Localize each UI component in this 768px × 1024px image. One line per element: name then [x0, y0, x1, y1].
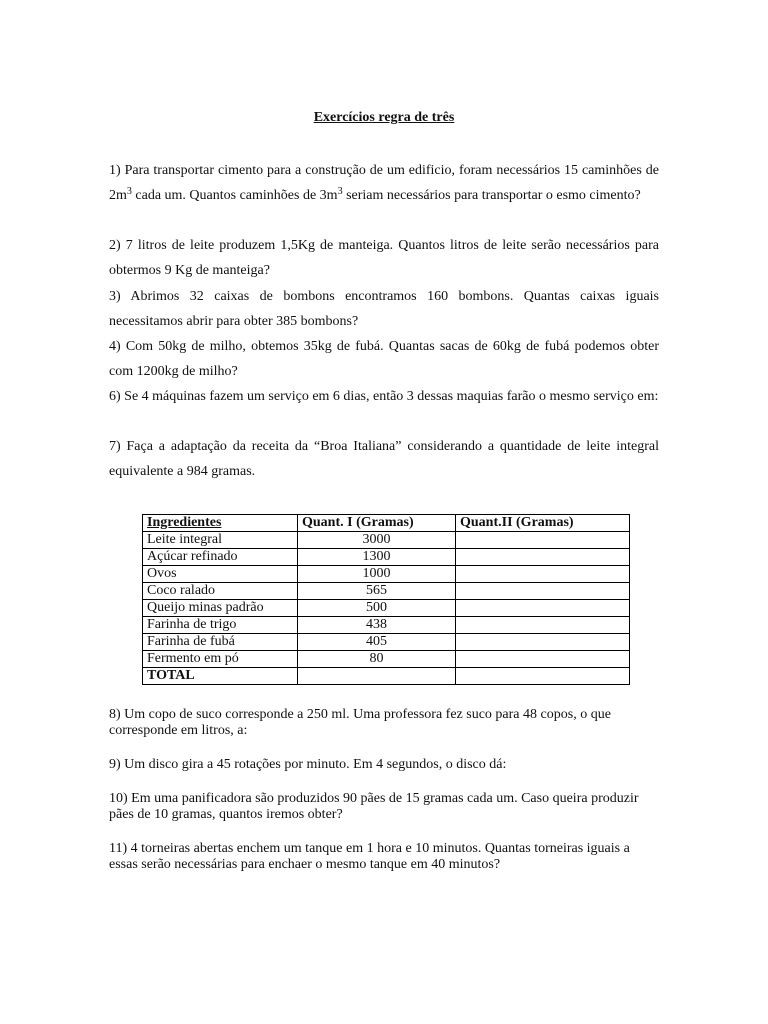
document-title: Exercícios regra de três: [313, 110, 455, 125]
question-2: 2) 7 litros de leite produzem 1,5Kg de manteiga. Quantos litros de leite serão necessários para obtermos 9 Kg de manteiga?: [109, 238, 659, 278]
table-row: [143, 600, 630, 617]
table-row: [143, 532, 630, 549]
ingredient-quant-i: 438: [298, 617, 456, 634]
question-10: 10) Em uma panificadora são produzidos 90 pães de 15 gramas cada um. Caso queira produzir pães de 10 gramas, quantos iremos obter?: [109, 791, 639, 822]
ingredient-quant-i: 405: [298, 634, 456, 651]
table-total-row: [143, 668, 630, 685]
ingredient-name: Açúcar refinado: [143, 549, 298, 566]
ingredient-quant-ii: [456, 651, 630, 668]
ingredient-quant-i: 80: [298, 651, 456, 668]
ingredient-quant-ii: [456, 634, 630, 651]
ingredient-quant-i: 500: [298, 600, 456, 617]
recipe-table: [142, 514, 630, 685]
superscript-cubic-1: 3: [126, 186, 132, 197]
ingredient-name: Queijo minas padrão: [143, 600, 298, 617]
question-3: 3) Abrimos 32 caixas de bombons encontramos 160 bombons. Quantas caixas iguais necessitamos abrir para obter 385 bombons?: [109, 289, 659, 329]
total-label: TOTAL: [143, 668, 298, 685]
question-1-text-b: cada um. Quantos caminhões de 3m: [131, 188, 338, 203]
ingredient-name: Farinha de trigo: [143, 617, 298, 634]
ingredient-name: Coco ralado: [143, 583, 298, 600]
table-row: [143, 566, 630, 583]
ingredient-quant-ii: [456, 532, 630, 549]
question-4: 4) Com 50kg de milho, obtemos 35kg de fubá. Quantas sacas de 60kg de fubá podemos obter com 1200kg de milho?: [109, 339, 659, 379]
ingredient-name: Ovos: [143, 566, 298, 583]
ingredient-quant-ii: [456, 617, 630, 634]
table-header-row: [143, 515, 630, 532]
ingredient-quant-ii: [456, 583, 630, 600]
ingredient-name: Farinha de fubá: [143, 634, 298, 651]
question-8: 8) Um copo de suco corresponde a 250 ml. Uma professora fez suco para 48 copos, o que corresponde em litros, a:: [109, 707, 611, 738]
total-quant-i: [298, 668, 456, 685]
table-row: [143, 583, 630, 600]
table-row: [143, 549, 630, 566]
ingredient-quant-ii: [456, 549, 630, 566]
question-6: 6) Se 4 máquinas fazem um serviço em 6 dias, então 3 dessas maquias farão o mesmo serviço em:: [109, 389, 659, 404]
header-quant-i: Quant. I (Gramas): [298, 515, 456, 532]
ingredient-name: Fermento em pó: [143, 651, 298, 668]
ingredient-quant-i: 1000: [298, 566, 456, 583]
question-1-text-c: seriam necessários para transportar o esmo cimento?: [342, 188, 641, 203]
table-row: [143, 634, 630, 651]
question-11: 11) 4 torneiras abertas enchem um tanque em 1 hora e 10 minutos. Quantas torneiras iguais a essas serão necessárias para enchaer o mesmo tanque em 40 minutos?: [109, 841, 630, 872]
ingredient-quant-ii: [456, 566, 630, 583]
ingredient-quant-i: 565: [298, 583, 456, 600]
table-row: [143, 651, 630, 668]
ingredient-quant-ii: [456, 600, 630, 617]
header-quant-ii: Quant.II (Gramas): [456, 515, 630, 532]
superscript-cubic-2: 3: [337, 186, 343, 197]
ingredient-quant-i: 1300: [298, 549, 456, 566]
question-1: [109, 158, 659, 208]
ingredient-quant-i: 3000: [298, 532, 456, 549]
question-9: 9) Um disco gira a 45 rotações por minuto. Em 4 segundos, o disco dá:: [109, 757, 507, 772]
total-quant-ii: [456, 668, 630, 685]
ingredient-name: Leite integral: [143, 532, 298, 549]
header-ingredientes: Ingredientes: [143, 515, 298, 532]
question-7: 7) Faça a adaptação da receita da “Broa Italiana” considerando a quantidade de leite integral equivalente a 984 gramas.: [109, 439, 659, 479]
table-row: [143, 617, 630, 634]
question-1-text-a: 1) Para transportar cimento para a construção de um edificio, foram necessários 15 caminhões de 2m: [109, 163, 659, 203]
